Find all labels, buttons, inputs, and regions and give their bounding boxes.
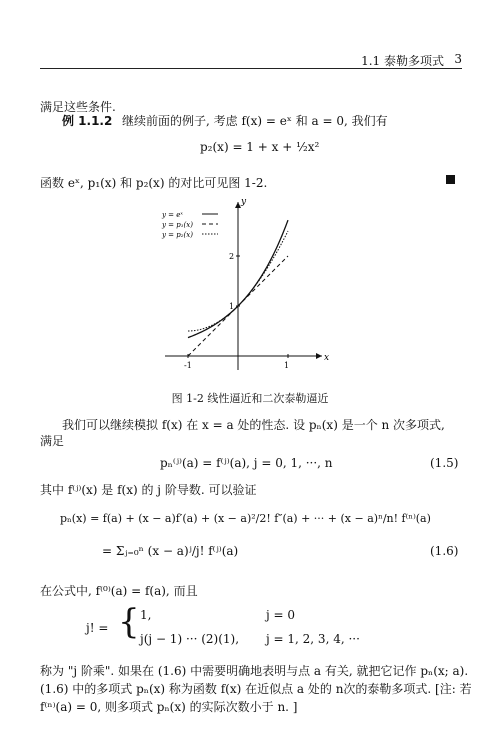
equation-p2: p₂(x) = 1 + x + ½x²	[200, 140, 320, 154]
factorial-condition2: j = 1, 2, 3, 4, ···	[266, 632, 360, 646]
factorial-lhs: j! =	[86, 621, 109, 635]
para2-line1: 我们可以继续模拟 f(x) 在 x = a 处的性态. 设 pₙ(x) 是一个 n 次多项式,	[62, 418, 445, 432]
x-tick-label: -1	[184, 361, 192, 370]
x-axis-label: x	[324, 353, 330, 363]
page-number: 3	[454, 52, 462, 66]
y-tick-label: 2	[229, 252, 235, 261]
equation-1-6-line1: pₙ(x) = f(a) + (x − a)f′(a) + (x − a)²/2! f″(a) + ··· + (x − a)ⁿ/n! f⁽ⁿ⁾(a)	[60, 512, 431, 525]
example-text: 继续前面的例子, 考虑 f(x) = eˣ 和 a = 0, 我们有	[122, 114, 388, 128]
factorial-condition1: j = 0	[266, 608, 296, 622]
equation-number-1-6: (1.6)	[430, 544, 459, 558]
legend-label: y = p₁(x)	[162, 221, 193, 229]
factorial-case1: 1,	[140, 608, 152, 622]
last-line1: 称为 "j 阶乘". 如果在 (1.6) 中需要明确地表明与点 a 有关, 就把它记作 pₙ(x; a).	[40, 664, 469, 678]
last-line3: f⁽ⁿ⁾(a) = 0, 则多项式 pₙ(x) 的实际次数小于 n. ]	[40, 700, 298, 714]
cases-brace: {	[118, 602, 140, 642]
factorial-case2: j(j − 1) ··· (2)(1),	[140, 632, 240, 646]
comparison-text: 函数 eˣ, p₁(x) 和 p₂(x) 的对比可见图 1-2.	[40, 176, 268, 190]
x-axis-arrow	[316, 353, 322, 359]
para2-line2: 满足	[40, 434, 65, 448]
y-tick-label: 1	[229, 302, 235, 311]
example-label: 例 1.1.2	[62, 114, 113, 128]
legend-label: y = p₂(x)	[162, 231, 193, 239]
text-conditions: 满足这些条件.	[40, 100, 116, 114]
derivative-line: 其中 f⁽ʲ⁾(x) 是 f(x) 的 j 阶导数. 可以验证	[40, 483, 257, 497]
formula-line: 在公式中, f⁽⁰⁾(a) = f(a), 而且	[40, 584, 198, 598]
y-axis-label: y	[241, 197, 247, 207]
last-line2: (1.6) 中的多项式 pₙ(x) 称为函数 f(x) 在近似点 a 处的 n次的泰勒多项式. [注: 若	[40, 682, 472, 696]
legend-label: y = eˣ	[162, 211, 183, 219]
figure-caption: 图 1-2 线性逼近和二次泰勒逼近	[171, 392, 329, 405]
equation-1-5: pₙ⁽ʲ⁾(a) = f⁽ʲ⁾(a), j = 0, 1, ···, n	[160, 456, 333, 470]
equation-1-6-line2: = Σⱼ₌₀ⁿ (x − a)ʲ/j! f⁽ʲ⁾(a)	[102, 544, 239, 558]
x-tick-label: 1	[284, 361, 290, 370]
section-title: 1.1 泰勒多项式	[361, 54, 444, 68]
equation-number-1-5: (1.5)	[430, 456, 459, 470]
